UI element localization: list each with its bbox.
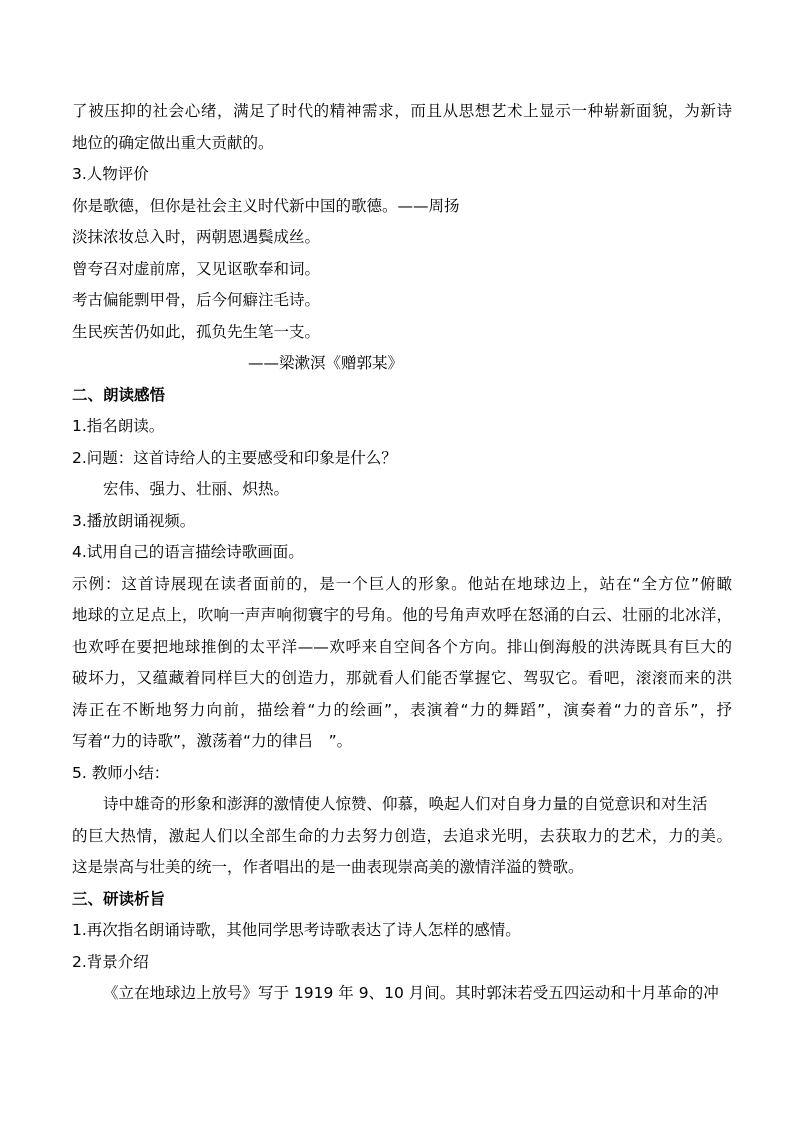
poem-line: 考古偏能剽甲骨，后今何癖注毛诗。 — [72, 291, 321, 309]
paragraph-line: 了被压抑的社会心绪，满足了时代的精神需求，而且从思想艺术上显示一种崭新面貌，为新诗 — [72, 102, 732, 120]
section-heading: 三、研读析旨 — [72, 889, 166, 908]
paragraph-line: 地位的确定做出重大贡献的。 — [72, 133, 274, 152]
list-item: 2.问题：这首诗给人的主要感受和印象是什么？ — [72, 448, 397, 467]
list-item: 3.播放朗诵视频。 — [72, 511, 196, 530]
paragraph-line: 破坏力，又蕴藏着同样巨大的创造力，那就看人们能否掌握它、驾驭它。看吧，滚滚而来的洪 — [72, 669, 732, 687]
paragraph-line: 涛正在不断地努力向前，描绘着“力的绘画”，表演着“力的舞蹈”，演奏着“力的音乐”，抒 — [72, 700, 732, 719]
subsection-heading: 3.人物评价 — [72, 165, 149, 183]
poem-line: 淡抹浓妆总入时，两朝恩遇鬓成丝。 — [72, 228, 321, 246]
paragraph-line: 也欢呼在要把地球推倒的太平洋——欢呼来自空间各个方向。排山倒海般的洪涛既具有巨大的 — [72, 637, 732, 656]
list-item: 4.试用自己的语言描绘诗歌画面。 — [72, 543, 304, 561]
poem-line: 曾夸召对虚前席，又见讴歌奉和词。 — [72, 259, 321, 278]
list-item: 1.再次指名朗诵诗歌，其他同学思考诗歌表达了诗人怎样的感情。 — [72, 921, 521, 939]
paragraph-line: 地球的立足点上，吹响一声声响彻寰宇的号角。他的号角声欢呼在怒涌的白云、壮丽的北冰洋， — [72, 606, 732, 624]
poem-line: 生民疾苦仍如此，孤负先生笔一支。 — [72, 322, 321, 341]
poem-attribution: ——梁漱溟《赠郭某》 — [248, 354, 404, 372]
list-item: 2.背景介绍 — [72, 952, 149, 971]
paragraph-line: 的巨大热情，激起人们以全部生命的力去努力创造，去追求光明，去获取力的艺术，力的美。 — [72, 826, 732, 845]
paragraph-line: 写着“力的诗歌”，激荡着“力的律吕 ”。 — [72, 732, 353, 750]
paragraph-line: 这是崇高与壮美的统一，作者唱出的是一曲表现崇高美的激情洋溢的赞歌。 — [72, 858, 584, 876]
quote-line: 你是歌德，但你是社会主义时代新中国的歌德。——周扬 — [72, 196, 460, 215]
paragraph-line: 示例：这首诗展现在读者面前的，是一个巨人的形象。他站在地球边上，站在“全方位”俯瞰 — [72, 574, 732, 593]
list-item: 1.指名朗读。 — [72, 417, 165, 435]
paragraph-line: 诗中雄奇的形象和澎湃的激情使人惊赞、仰慕，唤起人们对自身力量的自觉意识和对生活 — [103, 795, 708, 813]
document-page — [72, 96, 732, 1010]
list-item: 5. 教师小结： — [72, 763, 170, 782]
section-heading: 二、朗读感悟 — [72, 385, 166, 404]
paragraph-line: 《立在地球边上放号》写于 1919 年 9、10 月间。其时郭沫若受五四运动和十月革命的冲 — [103, 984, 719, 1002]
answer-line: 宏伟、强力、壮丽、炽热。 — [103, 480, 290, 498]
